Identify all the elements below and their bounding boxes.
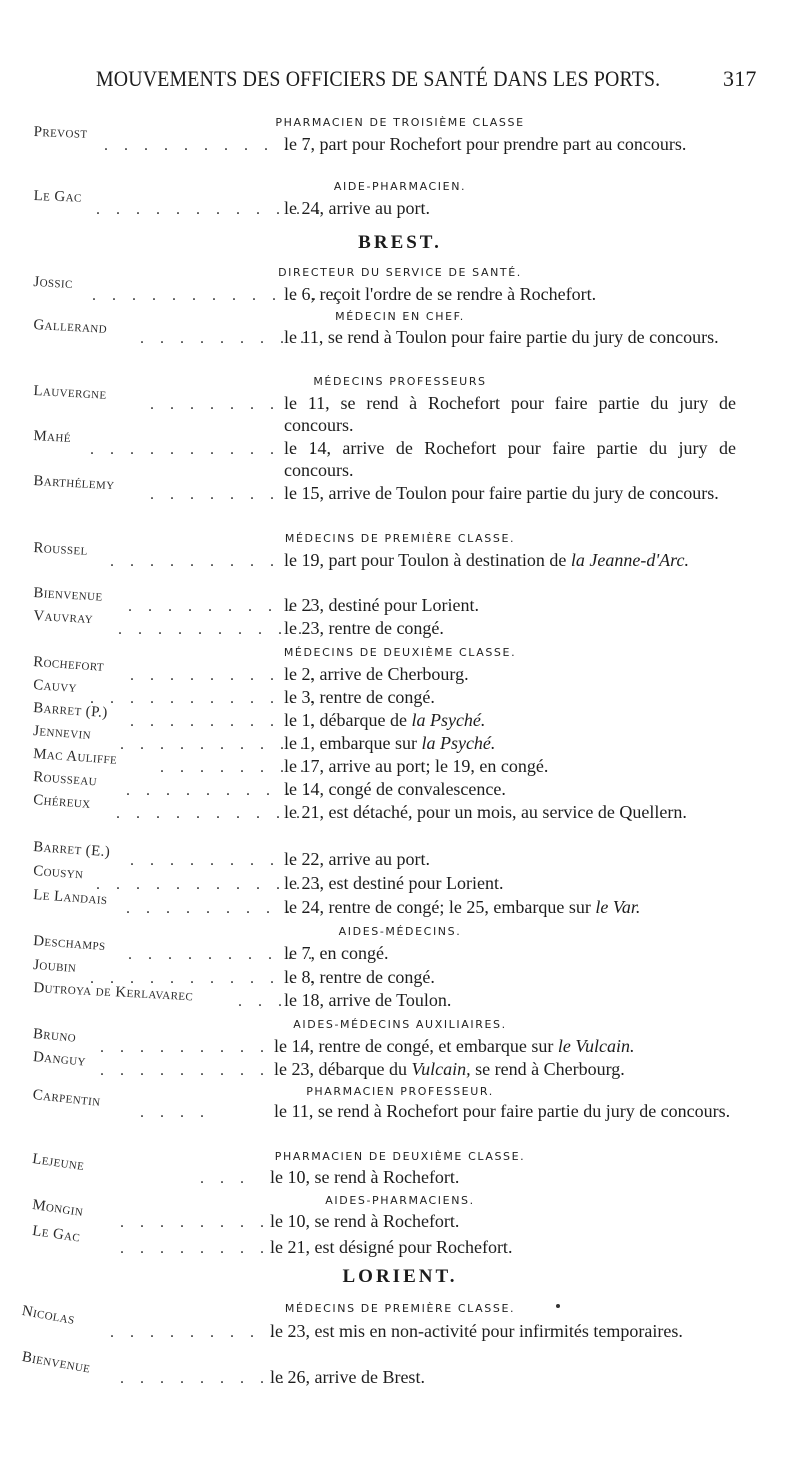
entry-text: le 3, rentre de congé.: [284, 687, 435, 707]
entry-text: le 6, reçoit l'ordre de se rendre à Rochefort.: [284, 284, 597, 304]
ship-name: la Jeanne-d'Arc.: [570, 550, 689, 570]
running-head-title: MOUVEMENTS DES OFFICIERS DE SANTÉ DANS LES PORTS.: [96, 66, 661, 91]
entry: [0, 791, 800, 845]
entry: [0, 979, 800, 1011]
dot-leader: . . . . . . . . . .: [110, 1324, 300, 1341]
dot-leader: . . . . . . . . . .: [120, 736, 310, 753]
entry-text: le 23, est destiné pour Lorient.: [284, 873, 504, 893]
category-label: AIDES-PHARMACIENS.: [325, 1194, 475, 1207]
entry-name: Roussel: [33, 539, 89, 559]
running-head: [96, 66, 757, 96]
entry-text: le 11, se rend à Rochefort pour faire partie du jury de concours.: [284, 393, 736, 435]
entry-name: Bienvenue: [20, 1348, 92, 1377]
entry-name: Jossic: [33, 273, 74, 293]
entry-text: le 24, rentre de congé; le 25, embarque sur le Var.: [284, 897, 641, 917]
entry-name: Barret (E.): [32, 838, 111, 861]
entry-name: Danguy: [32, 1048, 87, 1070]
entry-name: Gallerand: [33, 316, 108, 337]
dot-leader: . . . . . . . . . . . .: [96, 876, 326, 893]
dot-leader: . . . . . . . . . .: [130, 667, 320, 684]
category-label: AIDES-MÉDECINS AUXILIAIRES.: [293, 1018, 507, 1031]
city-heading: LORIENT.: [342, 1266, 458, 1287]
dot-leader: . . . . . . . .: [160, 759, 310, 776]
ship-name: le Vulcain.: [557, 1036, 635, 1056]
entry: [0, 1025, 800, 1057]
entry-name: Lauvergne: [33, 382, 108, 403]
entry: [0, 472, 800, 526]
category-label: PHARMACIEN DE TROISIÈME CLASSE: [275, 116, 525, 129]
entry-name: Barthélemy: [33, 472, 115, 494]
dot-leader: . . . . . . . . .: [140, 330, 310, 347]
entry-name: Mac Auliffe: [32, 745, 118, 768]
entry-name: Bruno: [32, 1025, 77, 1046]
entry-name: Cauvy: [32, 676, 78, 697]
entry-text: le 23, destiné pour Lorient.: [284, 595, 479, 615]
entry-name: Carpentin: [32, 1086, 102, 1111]
category-label: PHARMACIEN PROFESSEUR.: [306, 1085, 494, 1098]
entry-name: Mahé: [33, 427, 72, 446]
entry-name: Le Gac: [33, 187, 83, 206]
ship-name: la Psyché.: [411, 710, 486, 730]
entry: [0, 676, 800, 708]
entry-text: le 21, est désigné pour Rochefort.: [270, 1237, 513, 1257]
entry-text: le 11, se rend à Toulon pour faire partie du jury de concours.: [284, 327, 719, 347]
entry-text: le 15, arrive de Toulon pour faire partie du jury de concours.: [284, 483, 719, 503]
entry: [0, 382, 800, 436]
entry-name: Bienvenue: [33, 584, 103, 605]
page-number: 317: [723, 66, 757, 91]
entry: [0, 1048, 800, 1080]
entry-text: le 26, arrive de Brest.: [270, 1367, 425, 1387]
entry-text: le 10, se rend à Rochefort.: [270, 1211, 460, 1231]
entry-name: Joubin: [32, 956, 77, 976]
entry-name: Cousyn: [32, 862, 84, 883]
city-heading: BREST.: [358, 232, 442, 253]
entry: [0, 273, 800, 305]
stray-mark: [556, 1304, 560, 1308]
entry-name: Nicolas: [20, 1302, 77, 1328]
entry-name: Deschamps: [32, 932, 107, 955]
category-label: MÉDECIN EN CHEF.: [335, 310, 465, 323]
entry: [0, 653, 800, 685]
dot-leader: . . . . . . . . . .: [128, 946, 318, 963]
entry-text: le 8, rentre de congé.: [284, 967, 435, 987]
entry: [0, 607, 800, 639]
dot-leader: . . . . . . . . . . . .: [90, 441, 320, 458]
dot-leader: . . . . . . . . .: [150, 396, 320, 413]
entry: [0, 838, 800, 870]
dot-leader: . . .: [200, 1170, 250, 1187]
entry-text: le 11, se rend à Rochefort pour faire partie du jury de concours.: [274, 1101, 731, 1121]
ship-name: Vulcain,: [411, 1059, 471, 1079]
entry-name: Le Gac: [31, 1222, 82, 1246]
entry: [0, 932, 800, 964]
entry-name: Le Landais: [32, 886, 108, 909]
entry: [0, 862, 800, 894]
entry-name: Mongin: [31, 1196, 85, 1220]
entry-text: le 19, part pour Toulon à destination de la Jeanne-d'Arc.: [284, 550, 689, 570]
entry-name: Rousseau: [32, 768, 98, 790]
entry: [0, 722, 800, 754]
entry-name: Lejeune: [31, 1150, 86, 1175]
entry-text: le 14, congé de convalescence.: [284, 779, 506, 799]
dot-leader: . . . . . . . . . . .: [110, 553, 320, 570]
dot-leader: . . . . . . . . . . . .: [104, 137, 334, 154]
entry-text: le 23, est mis en non-activité pour infirmités temporaires.: [270, 1321, 683, 1341]
entry-text: le 23, rentre de congé.: [284, 618, 444, 638]
entry-text: le 7, part pour Rochefort pour prendre part au concours.: [284, 134, 687, 154]
dot-leader: . . . . . . . . .: [150, 486, 320, 503]
entry: [0, 123, 800, 177]
entry-text: le 10, se rend à Rochefort.: [270, 1167, 460, 1187]
entry-text: le 7, en congé.: [284, 943, 389, 963]
dot-leader: . . . . . . . . . . . .: [96, 201, 326, 218]
entry-text: le 2, arrive de Cherbourg.: [284, 664, 469, 684]
entry: [0, 584, 800, 616]
category-label: PHARMACIEN DE DEUXIÈME CLASSE.: [274, 1150, 526, 1163]
entry: [0, 768, 800, 800]
dot-leader: . . . . . . . . . .: [126, 782, 316, 799]
dot-leader: . . . . . . . . . . .: [100, 1039, 310, 1056]
dot-leader: . . . . . . . . . .: [130, 713, 320, 730]
category-label: AIDE-PHARMACIEN.: [333, 180, 467, 193]
dot-leader: . . . . . . . . . . . .: [90, 690, 320, 707]
entry: [0, 1348, 800, 1388]
dot-leader: . . . . . . . . . .: [130, 852, 320, 869]
category-label: MÉDECINS DE PREMIÈRE CLASSE.: [284, 532, 516, 545]
category-label: MÉDECINS PROFESSEURS: [313, 375, 487, 388]
entry: [0, 745, 800, 777]
entry-text: le 24, arrive au port.: [284, 198, 430, 218]
dot-leader: . . . .: [140, 1104, 210, 1121]
entry-text: le 21, est détaché, pour un mois, au service de Quellern.: [284, 802, 687, 822]
dot-leader: . . . . . . . .: [120, 1240, 270, 1257]
dot-leader: . . . . . . . . . .: [126, 900, 316, 917]
entry: [0, 187, 800, 219]
entry-text: le 14, rentre de congé, et embarque sur le Vulcain.: [274, 1036, 635, 1056]
entry-text: le 1, embarque sur la Psyché.: [284, 733, 496, 753]
dot-leader: . . . . . . . . . . . . .: [92, 287, 342, 304]
dot-leader: . . .: [238, 993, 288, 1010]
entry-text: le 18, arrive de Toulon.: [284, 990, 452, 1010]
entry: [0, 1222, 800, 1258]
dot-leader: . . . . . . . . . .: [128, 598, 318, 615]
category-label: MÉDECINS DE DEUXIÈME CLASSE.: [283, 646, 517, 659]
entry-name: Barret (P.): [32, 699, 109, 722]
entry: [0, 539, 800, 593]
entry-name: Rochefort: [32, 653, 105, 675]
dot-leader: . . . . . . . . .: [120, 1370, 290, 1387]
dot-leader: . . . . . . . . . . .: [100, 1062, 310, 1079]
dot-leader: . . . . . . . . . .: [116, 805, 306, 822]
entry-name: Jennevin: [32, 722, 92, 743]
category-label: AIDES-MÉDECINS.: [338, 925, 462, 938]
entry-text: le 14, arrive de Rochefort pour faire partie du jury de concours.: [284, 438, 736, 480]
ship-name: la Psyché.: [421, 733, 496, 753]
entry-text: le 1, débarque de la Psyché.: [284, 710, 486, 730]
entry-text: le 17, arrive au port; le 19, en congé.: [284, 756, 549, 776]
category-label: DIRECTEUR DU SERVICE DE SANTÉ.: [278, 266, 522, 279]
entry: [0, 699, 800, 731]
ship-name: le Var.: [595, 897, 641, 917]
entry: [0, 886, 800, 918]
dot-leader: . . . . . . . . . . . .: [90, 970, 320, 987]
entry-text: le 23, débarque du Vulcain, se rend à Cherbourg.: [274, 1059, 625, 1079]
dot-leader: . . . . . . . . . .: [118, 621, 308, 638]
entry-text: le 22, arrive au port.: [284, 849, 430, 869]
entry-name: Dutroya de Kerlavarec: [33, 979, 194, 1005]
category-label: MÉDECINS DE PREMIÈRE CLASSE.: [284, 1302, 516, 1315]
entry-name: Prevost: [33, 123, 88, 142]
dot-leader: . . . . . . . .: [120, 1214, 270, 1231]
entry-name: Vauvray: [33, 607, 94, 628]
entry: [0, 427, 800, 481]
entry-name: Chéreux: [32, 791, 92, 812]
